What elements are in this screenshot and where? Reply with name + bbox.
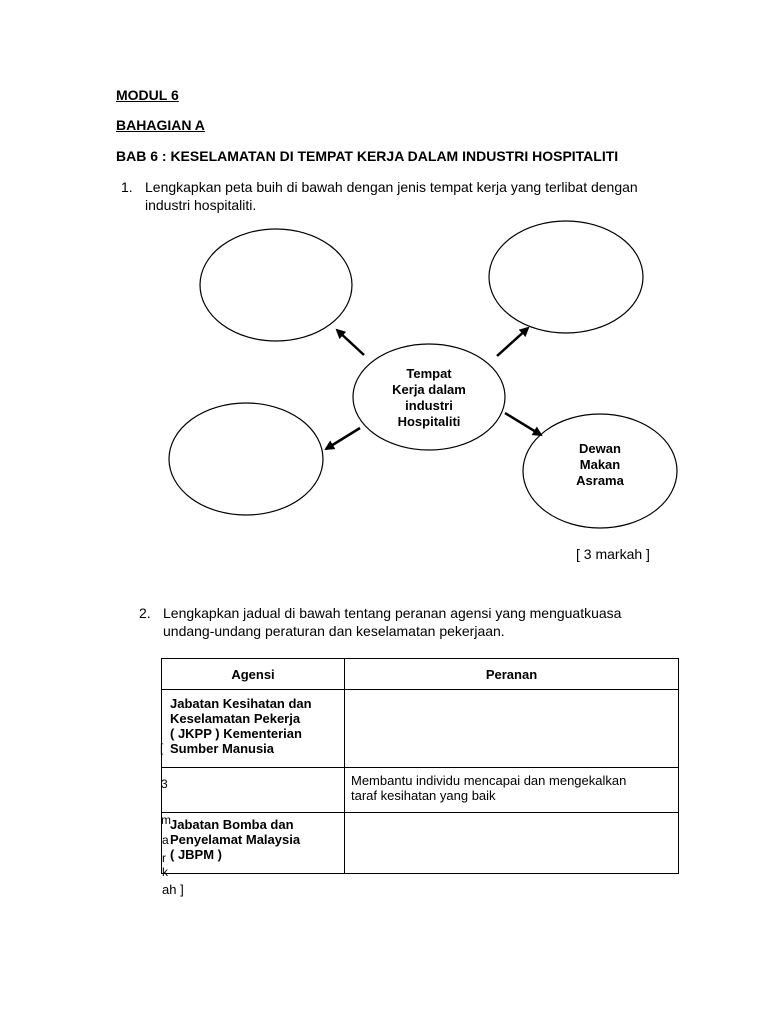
- q1-text-line1: Lengkapkan peta buih di bawah dengan jenis tempat kerja yang terlibat dengan: [145, 179, 638, 195]
- q2-number: 2.: [139, 605, 151, 621]
- jkpp-line-1: Jabatan Kesihatan dan: [170, 696, 312, 711]
- jkpp-line-2: Keselamatan Pekerja: [170, 711, 301, 726]
- bubble-top-right[interactable]: [489, 221, 643, 333]
- stray-a: a: [162, 833, 169, 847]
- center-line-1: Tempat: [406, 366, 452, 381]
- header-agency: Agensi: [162, 659, 345, 690]
- agency-cell-jkpp: [162, 690, 345, 768]
- q1-text-line2: industri hospitaliti.: [145, 197, 257, 213]
- stray-r: r: [162, 851, 166, 865]
- arrow-to-top-left: [337, 330, 364, 355]
- filled-line-3: Asrama: [576, 473, 624, 488]
- section-title: BAHAGIAN A: [116, 117, 205, 133]
- chapter-title: BAB 6 : KESELAMATAN DI TEMPAT KERJA DALAM INDUSTRI HOSPITALITI: [116, 148, 619, 164]
- role-line-1: Membantu individu mencapai dan mengekalkan: [351, 773, 627, 788]
- jbpm-line-1: Jabatan Bomba dan: [170, 817, 294, 832]
- filled-line-2: Makan: [579, 457, 621, 472]
- center-line-4: Hospitaliti: [397, 414, 461, 429]
- agency-table: [161, 658, 679, 874]
- module-title: MODUL 6: [116, 87, 179, 103]
- table-row: [162, 813, 679, 874]
- bubble-bottom-left[interactable]: [169, 403, 323, 515]
- q2-text-line2: undang-undang peraturan dan keselamatan pekerjaan.: [163, 623, 505, 639]
- q1-number: 1.: [121, 179, 133, 195]
- filled-bubble-text: [540, 441, 660, 489]
- stray-k: k: [162, 865, 168, 879]
- arrow-to-bottom-left: [326, 428, 360, 449]
- stray-bracket: [: [160, 741, 164, 755]
- table-header-row: [162, 659, 679, 690]
- stray-three: 3: [161, 777, 168, 791]
- arrow-to-top-right: [497, 328, 528, 356]
- center-bubble-text: [369, 366, 489, 430]
- arrow-to-bottom-right: [505, 413, 541, 435]
- stray-ah: ah ]: [162, 882, 184, 897]
- jbpm-line-3: ( JBPM ): [170, 847, 222, 862]
- agency-cell-blank[interactable]: [162, 768, 345, 813]
- bubble-top-left[interactable]: [200, 229, 352, 341]
- stray-m: m: [161, 813, 171, 827]
- table-row: [162, 768, 679, 813]
- table-row: [162, 690, 679, 768]
- role-cell-blank-2[interactable]: [345, 813, 679, 874]
- agency-cell-jbpm: [162, 813, 345, 874]
- q2-text-line1: Lengkapkan jadual di bawah tentang peranan agensi yang menguatkuasa: [163, 605, 622, 621]
- center-line-2: Kerja dalam: [392, 382, 466, 397]
- header-role: Peranan: [345, 659, 679, 690]
- jkpp-line-3: ( JKPP ) Kementerian: [170, 726, 302, 741]
- center-line-3: industri: [405, 398, 453, 413]
- jbpm-line-2: Penyelamat Malaysia: [170, 832, 301, 847]
- role-cell-health: [345, 768, 679, 813]
- role-cell-blank-1[interactable]: [345, 690, 679, 768]
- role-line-2: taraf kesihatan yang baik: [351, 788, 496, 803]
- jkpp-line-4: Sumber Manusia: [170, 741, 275, 756]
- filled-line-1: Dewan: [579, 441, 621, 456]
- q1-marks: [ 3 markah ]: [576, 546, 650, 562]
